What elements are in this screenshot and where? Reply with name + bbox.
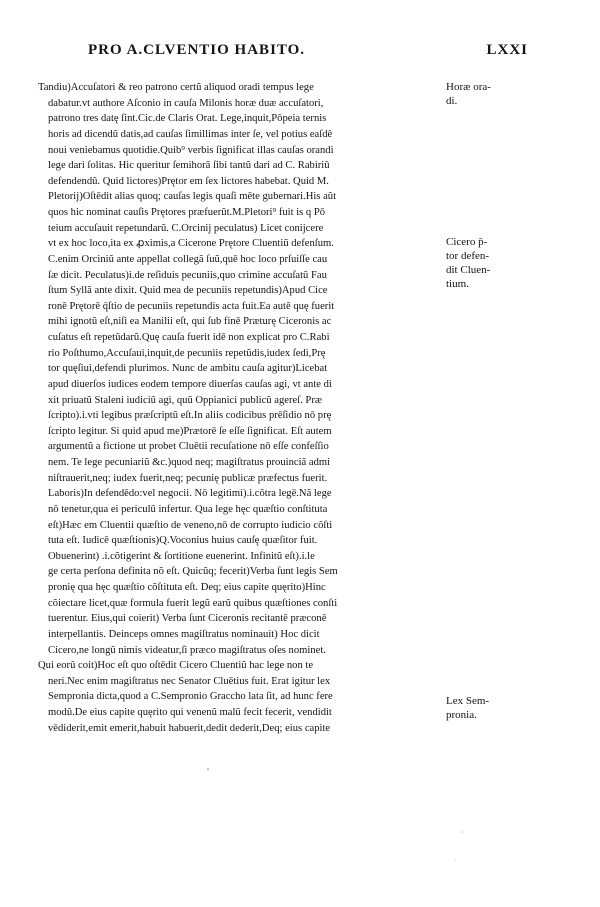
text-line: modũ.De eius capite quęrito qui venenũ malũ fecit fecerit, vendidit [48, 707, 332, 718]
text-line: Qui eorũ coit)Hoc eſt quo oſtēdit Cicero Cluentiũ hac lege non te [38, 660, 314, 672]
text-line: ſæ dicit. Peculatus)i.de reſiduis pecuniis,quo crimine accuſatũ Fau [48, 269, 327, 281]
text-line: pronię qua hęc quæſtio cõſtituta eſt. Deq; eius capite quęrito)Hinc [48, 582, 326, 593]
text-line: ronē Prętorē q̄ſtio de pecuniis repetundis acta fuit.Ea autē quę fuerit [48, 300, 335, 312]
text-line: Obuenerint) .i.cõtigerint & ſortitione euenerint. Infinitũ eſt).i.le [48, 550, 315, 562]
text-line: mihi ignotũ eſt,niſi ea Manilii eſt, qui ſub finē Præturę Ciceronis ac [48, 316, 332, 328]
text-line: defendendũ. Quid lictores)Prętor em ſex lictores habebat. Quid M. [48, 175, 329, 187]
text-line: vt ex hoc loco,ita ex ꝓximis,a Cicerone Prętore Cluentiũ defenſum. [48, 238, 334, 250]
text-line: horis ad dicendũ datis,ad cauſas ſimillimas inter ſe, vel potius eaſdē [48, 128, 333, 140]
text-line: quos hic nominat cauſis Prętores præfuerũt.M.Pletori⁹ fuit is q Pō [48, 207, 326, 218]
text-line: argumentũ a fictione ut probet Cluētii recuſatione nō eſſe confeſſio [48, 441, 329, 453]
text-line: Pletorij)Oſtēdit alias quoq; cauſas legis quaſi mēte gubernari.His aũt [48, 191, 337, 203]
commentary-text [38, 80, 444, 736]
text-line: Sempronia dicta,quod a C.Sempronio Graccho lata ſit, ad hunc fere [48, 691, 333, 703]
margin-note-cicero [446, 235, 526, 291]
margin-note-line: tor defen- [446, 250, 490, 262]
text-line: cõiectare licet,quæ formula fuerit legũ earũ quibus quæſtiones conſti [48, 597, 338, 609]
text-line: Laboris)In defendēdo:vel negocii. Nō legitimi).i.cõtra legē.Nã lege [48, 488, 332, 500]
margin-note-lex [446, 694, 526, 722]
margin-note-line: Cicero p̄- [446, 236, 488, 248]
margin-note-line: Lex Sem- [446, 695, 490, 707]
margin-note-line: dit Cluen- [446, 264, 491, 276]
text-line: Cicero,ne longũ nimis videatur,ſi præco magiſtratus oſes nominet. [48, 644, 326, 656]
text-line: neri.Nec enim magiſtratus nec Senator Cluētius fuit. Erat igitur lex [48, 675, 331, 687]
running-title: PRO A.CLVENTIO HABITO. [88, 42, 306, 58]
text-line: teium accuſauit repetundarũ. C.Orcinij peculatus) Licet conijcere [48, 222, 324, 234]
text-line: C.enim Orciniũ ante appellat collegã ſuũ,quē hoc loco prſuiſſe cau [48, 253, 328, 265]
text-line: noui veniebamus quotidie.Quib⁹ verbis ſignificat illas cauſas orandi [48, 144, 334, 156]
margin-note-line: di. [446, 95, 458, 107]
text-line: nem. Te lege pecuniariũ &c.)quod neq; magiſtratus prouinciã admi [48, 457, 331, 468]
margin-note-line: Horæ ora- [446, 81, 491, 93]
text-line: ſcripto).i.vti legibus præſcriptũ eſt.In aliis codicibus prēſidio nō prę [48, 410, 332, 422]
text-line: ge certa perſona definita nõ eſt. Quicũq; fecerit)Verba ſunt legis Sem [48, 566, 338, 578]
text-line: eſt)Hæc em Cluentii quæſtio de veneno,nō de corrupto iudicio cõſti [48, 519, 333, 531]
text-line: interpellantis. Deinceps omnes magiſtratus nominauit) Hoc dicit [48, 628, 320, 640]
text-line: lege dari ſolitas. Hic queritur ſemihorã ſibi tantũ dari ad C. Rabiriũ [48, 160, 330, 172]
text-line: tuerentur. Eius,qui coierit) Verba ſunt Ciceronis recitantē præconē [48, 613, 327, 625]
text-line: ſcripto legitur. Si quid apud me)Prætorē ſe eſſe ſignificat. Eſt autem [48, 425, 332, 437]
text-line: niſtrauerit,neq; iudex fuerit,neq; pecunię publicæ præfectus fuerit. [48, 472, 328, 484]
text-line: ſtum Syllã ante dixit. Quid mea de pecuniis repetundis)Apud Cice [48, 285, 328, 297]
text-line: xit priuatũ Staleni iudiciũ agi, quũ Oppianici publicũ agereſ. Præ [48, 394, 322, 406]
margin-note-line: pronia. [446, 709, 477, 721]
margin-note-line: tium. [446, 278, 469, 290]
text-line: Tandiu)Accuſatori & reo patrono certũ aliquod oradi tempus lege [38, 82, 314, 93]
text-line: dabatur.vt authore Aſconio in cauſa Milonis horæ duæ accuſatori, [48, 97, 324, 109]
text-line: nō tenetur,qua ei periculũ infertur. Qua lege hęc quæſtio conſtituta [48, 503, 328, 515]
margin-note-horae [446, 80, 526, 108]
folio-number: LXXI [486, 42, 528, 58]
text-line: tor quęſiui,defendi plurimos. Nunc de ambitu cauſa agitur)Licebat [48, 363, 328, 375]
text-line: patrono tres datę ſint.Cic.de Claris Orat. Lege,inquit,Pōpeia ternis [48, 113, 327, 125]
text-line: tuta eſt. Iudicē quæſtionis)Q.Voconius huius cauſę quæſitor fuit. [48, 535, 318, 547]
text-line: rio Poſthumo,Accuſaui,inquit,de pecuniis repetũdis,iudex ſedi,Prę [48, 347, 326, 359]
text-line: vēdiderit,emit emerit,habuit habuerit,dedit dederit,Deq; eius capite [48, 722, 331, 734]
text-line: apud diuerſos iudices eodem tempore diuerſas cauſas agi, vt ante di [48, 378, 332, 390]
text-line: cuſatus eſt repetũdarũ.Quę cauſa fuerit idē non explicat pro C.Rabi [48, 332, 330, 343]
